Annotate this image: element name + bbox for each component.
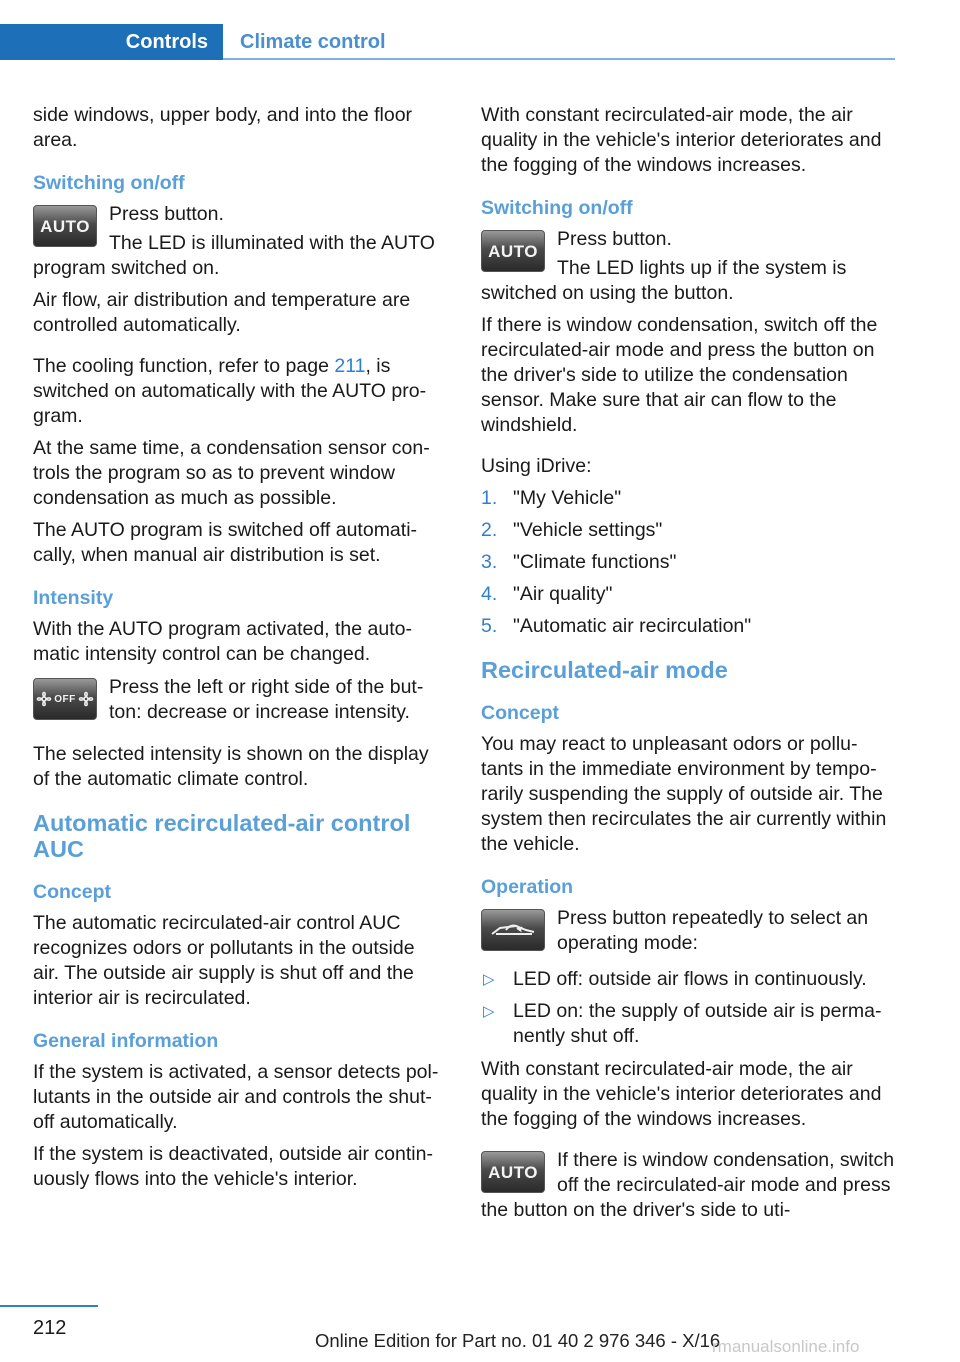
watermark: rmanualsonline.info	[712, 1337, 860, 1356]
left-column	[33, 103, 445, 1199]
switching-heading: Switching on/off	[33, 172, 185, 194]
operation-heading: Operation	[481, 876, 574, 898]
auto-button-icon: AUTO	[481, 1151, 545, 1193]
concept-text: The automatic recirculated-air control AUC recognizes odors or pollutants in the outside air. The outside air supply is shut off and the interior air is recirculated.	[33, 912, 415, 1009]
constant-text: With constant recirculated-air mode, the air quality in the vehicle's interior deteriorates and the fogging of the windows increases.	[481, 104, 882, 176]
led-mode-list	[481, 967, 895, 1049]
car-recirculation-icon	[488, 916, 538, 944]
edition-text: Online Edition for Part no. 01 40 2 976 346 - X/16	[315, 1330, 721, 1351]
constant-text-2: With constant recirculated-air mode, the air quality in the vehicle's interior deteriorates and the fogging of the windows increases.	[481, 1058, 882, 1130]
right-column	[481, 103, 895, 1230]
recirc-button-row	[481, 906, 895, 963]
auc-heading: Automatic recirculated-air control AUC	[33, 810, 411, 862]
concept-heading-right: Concept	[481, 702, 559, 724]
general-heading: General information	[33, 1030, 219, 1052]
list-item: ▷ LED off: outside air flows in continuously.	[483, 968, 867, 990]
cooling-text: The cooling function, refer to page 211, is switched on automatically with the AUTO pro- gram.	[33, 355, 427, 427]
intensity-heading: Intensity	[33, 587, 114, 609]
airflow-text: Air flow, air distribution and temperature are controlled automatically.	[33, 289, 411, 336]
page-link[interactable]: 211	[334, 355, 366, 377]
list-item: 5. "Automatic air recirculation"	[481, 615, 752, 637]
auto-off-text: The AUTO program is switched off automati- cally, when manual air distribution is set.	[33, 519, 418, 566]
final-text: If there is window condensation, switch off the recirculated-air mode and press the button on the driver's side to uti-	[481, 1149, 895, 1221]
auto-button-row-right	[481, 227, 895, 306]
intensity-display-text: The selected intensity is shown on the display of the automatic climate control.	[33, 743, 429, 790]
tab-controls[interactable]: Controls	[0, 24, 223, 60]
auto-button-row-final	[481, 1148, 895, 1223]
list-item: ▷ LED on: the supply of outside air is perma- nently shut off.	[483, 1000, 882, 1047]
list-item: 1. "My Vehicle"	[481, 487, 622, 509]
condensation-text-right: If there is window condensation, switch off the recirculated-air mode and press the button on the driver's side to utilize the condensation sensor. Make sure that air can flow to the windshield.	[481, 314, 878, 436]
intensity-button-row	[33, 675, 445, 732]
led-text-right: The LED lights up if the system is switched on using the button.	[481, 257, 847, 304]
page-number: 212	[33, 1317, 67, 1339]
intro-text: side windows, upper body, and into the floor area.	[33, 104, 413, 151]
idrive-label: Using iDrive:	[481, 455, 592, 477]
list-item: 2. "Vehicle settings"	[481, 519, 663, 541]
concept-heading: Concept	[33, 881, 111, 903]
auto-button-icon: AUTO	[481, 230, 545, 272]
footer-rule	[0, 1305, 98, 1307]
press-button-text: Press button.	[109, 203, 224, 225]
auto-button-icon: AUTO	[33, 205, 97, 247]
fan-icon	[34, 689, 54, 709]
led-text: The LED is illuminated with the AUTO program switched on.	[33, 232, 435, 279]
operation-press-text: Press button repeatedly to select an operating mode:	[557, 907, 869, 954]
fan-intensity-icon: OFF	[33, 678, 97, 720]
tab-climate-control[interactable]: Climate control	[240, 31, 386, 53]
idrive-steps	[481, 486, 895, 639]
intensity-press-text: Press the left or right side of the but- ton: decrease or increase intensity.	[109, 676, 424, 723]
press-button-text: Press button.	[557, 228, 672, 250]
header-rule	[223, 58, 895, 60]
condensation-text: At the same time, a condensation sensor con- trols the program so as to prevent window condensation as much as possible.	[33, 437, 430, 509]
list-item: 4. "Air quality"	[481, 583, 613, 605]
general-text-1: If the system is activated, a sensor detects pol- lutants in the outside air and controls the shut- off automatically.	[33, 1061, 439, 1133]
page-header	[0, 24, 895, 62]
list-item: 3. "Climate functions"	[481, 551, 677, 573]
recirculation-icon	[481, 909, 545, 951]
intensity-text: With the AUTO program activated, the auto- matic intensity control can be changed.	[33, 618, 412, 665]
fan-icon	[76, 689, 96, 709]
concept-text-right: You may react to unpleasant odors or pollu- tants in the immediate environment by tempo- rarily suspending the supply of outside air. The system then recirculates the air currently within the vehicle.	[481, 733, 887, 855]
auto-button-row	[33, 202, 445, 281]
general-text-2: If the system is deactivated, outside air contin- uously flows into the vehicle's interior.	[33, 1143, 433, 1190]
switching-heading-right: Switching on/off	[481, 197, 633, 219]
recirc-heading: Recirculated-air mode	[481, 657, 728, 683]
